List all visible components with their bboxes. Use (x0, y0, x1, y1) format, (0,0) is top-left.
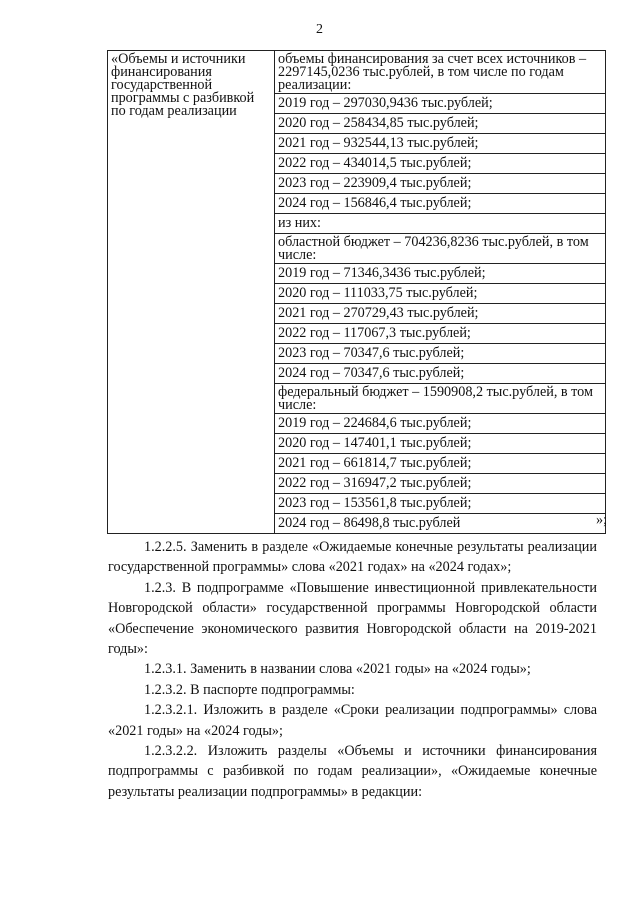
table-line: 2020 год – 258434,85 тыс.рублей; (275, 114, 605, 134)
paragraph: 1.2.3. В подпрограмме «Повышение инвестиционной привлекательности Новгородской области» государственной программы Новгородской области «Обеспечение экономического развития Новгородской области на 2019-2021 годы»: (108, 579, 597, 658)
table-line: 2023 год – 70347,6 тыс.рублей; (275, 344, 605, 364)
page-number: 2 (316, 22, 323, 37)
table-line: 2020 год – 147401,1 тыс.рублей; (275, 434, 605, 454)
table-line: федеральный бюджет – 1590908,2 тыс.рублей, в том числе: (275, 384, 605, 414)
paragraph: 1.2.3.2.2. Изложить разделы «Объемы и источники финансирования подпрограммы с разбивкой по годам реализации», «Ожидаемые конечные результаты реализации подпрограммы» в редакции: (108, 743, 597, 800)
table-line: 2019 год – 297030,9436 тыс.рублей; (275, 94, 605, 114)
table-line: 2022 год – 434014,5 тыс.рублей; (275, 154, 605, 174)
table-line: 2023 год – 223909,4 тыс.рублей; (275, 174, 605, 194)
table-line: 2020 год – 111033,75 тыс.рублей; (275, 284, 605, 304)
table-line: 2019 год – 224684,6 тыс.рублей; (275, 414, 605, 434)
table-row (108, 51, 606, 534)
paragraph: 1.2.3.2. В паспорте подпрограммы: (144, 681, 355, 698)
table-line: 2024 год – 70347,6 тыс.рублей; (275, 364, 605, 384)
table-line: 2021 год – 932544,13 тыс.рублей; (275, 134, 605, 154)
table-line: 2021 год – 661814,7 тыс.рублей; (275, 454, 605, 474)
table-line: 2024 год – 156846,4 тыс.рублей; (275, 194, 605, 214)
paragraph: 1.2.3.2.1. Изложить в разделе «Сроки реализации подпрограммы» слова «2021 годы» на «2024 годы»; (108, 702, 597, 739)
paragraph: 1.2.2.5. Заменить в разделе «Ожидаемые конечные результаты реализации государственной программы» слова «2021 годах» на «2024 годах»; (108, 539, 597, 576)
document-body (108, 537, 597, 802)
table-line: 2024 год – 86498,8 тыс.рублей (278, 515, 461, 531)
table-line: из них: (275, 214, 605, 234)
paragraph: 1.2.3.1. Заменить в названии слова «2021 годы» на «2024 годы»; (144, 661, 531, 678)
table-closing-quote: »; (596, 512, 608, 528)
table-line: 2022 год – 117067,3 тыс.рублей; (275, 324, 605, 344)
table-line: объемы финансирования за счет всех источников – 2297145,0236 тыс.рублей, в том числе по годам реализации: (275, 51, 605, 94)
table-line: 2022 год – 316947,2 тыс.рублей; (275, 474, 605, 494)
table-line: 2023 год – 153561,8 тыс.рублей; (275, 494, 605, 514)
table-left-cell: «Объемы и источники финансирования государственной программы с разбивкой по годам реализации (108, 51, 275, 534)
table-line: областной бюджет – 704236,8236 тыс.рублей, в том числе: (275, 234, 605, 264)
financing-table (107, 50, 606, 534)
table-line: 2021 год – 270729,43 тыс.рублей; (275, 304, 605, 324)
table-right-cell (275, 51, 606, 534)
table-line: 2019 год – 71346,3436 тыс.рублей; (275, 264, 605, 284)
